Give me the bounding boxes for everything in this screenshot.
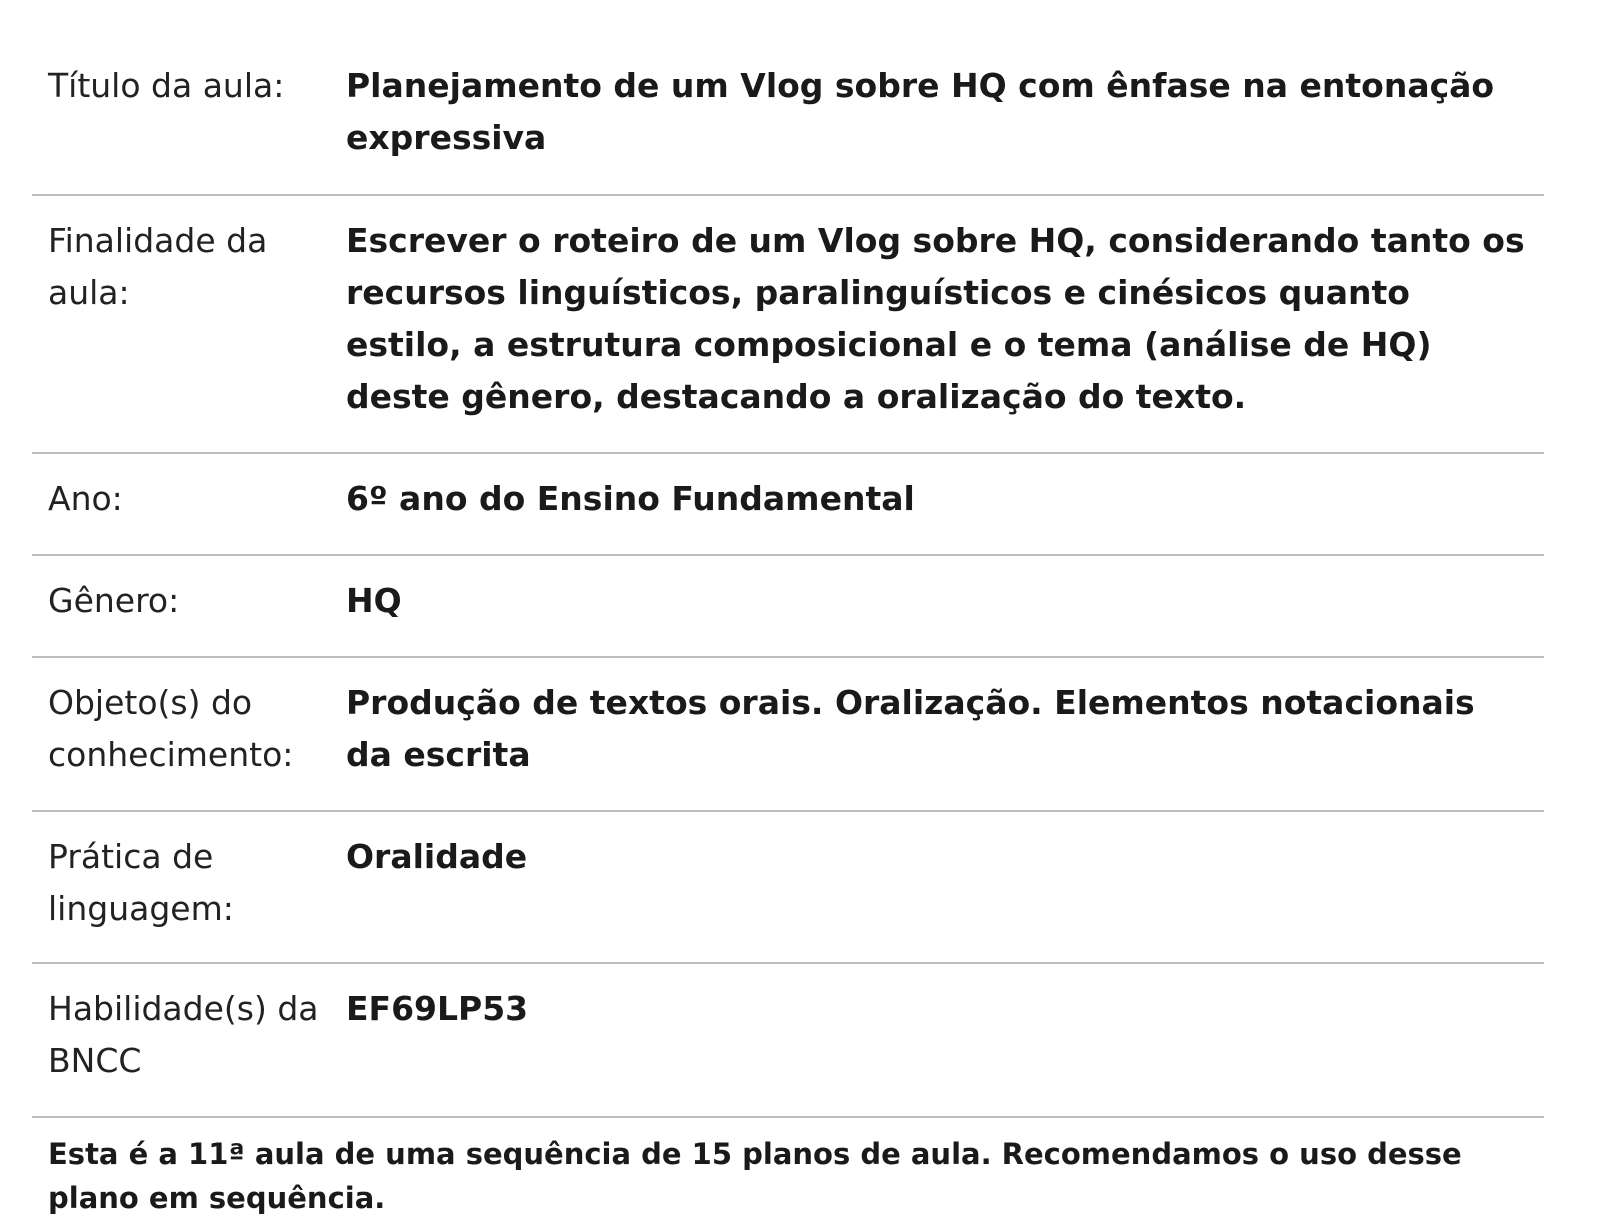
row-genero <box>32 555 1544 657</box>
row-finalidade <box>32 195 1544 453</box>
lesson-plan-sheet <box>32 30 1544 1220</box>
row-value-objeto: Produção de textos orais. Oralização. Elementos notacionais da escrita <box>346 657 1544 811</box>
row-value-titulo: Planejamento de um Vlog sobre HQ com ênfase na entonação expressiva <box>346 30 1544 195</box>
row-pratica <box>32 811 1544 963</box>
sequence-note: Esta é a 11ª aula de uma sequência de 15 planos de aula. Recomendamos o uso desse plano em sequência. <box>48 1137 1462 1215</box>
row-titulo <box>32 30 1544 195</box>
row-label-objeto: Objeto(s) do conhecimento: <box>32 657 346 811</box>
row-objeto <box>32 657 1544 811</box>
row-value-genero: HQ <box>346 555 1544 657</box>
lesson-info-table <box>32 30 1544 1118</box>
row-label-ano: Ano: <box>32 453 346 555</box>
row-label-finalidade: Finalidade da aula: <box>32 195 346 453</box>
row-habilidade <box>32 963 1544 1117</box>
row-value-finalidade: Escrever o roteiro de um Vlog sobre HQ, considerando tanto os recursos linguísticos, paralinguísticos e cinésicos quanto estilo, a estrutura composicional e o tema (análise de HQ) deste gênero, destacando a oralização do texto. <box>346 195 1544 453</box>
row-value-ano: 6º ano do Ensino Fundamental <box>346 453 1544 555</box>
row-label-genero: Gênero: <box>32 555 346 657</box>
row-label-habilidade: Habilidade(s) da BNCC <box>32 963 346 1117</box>
row-ano <box>32 453 1544 555</box>
row-value-pratica: Oralidade <box>346 811 1544 963</box>
row-value-habilidade: EF69LP53 <box>346 963 1544 1117</box>
row-label-pratica: Prática de linguagem: <box>32 811 346 963</box>
row-label-titulo: Título da aula: <box>32 30 346 195</box>
